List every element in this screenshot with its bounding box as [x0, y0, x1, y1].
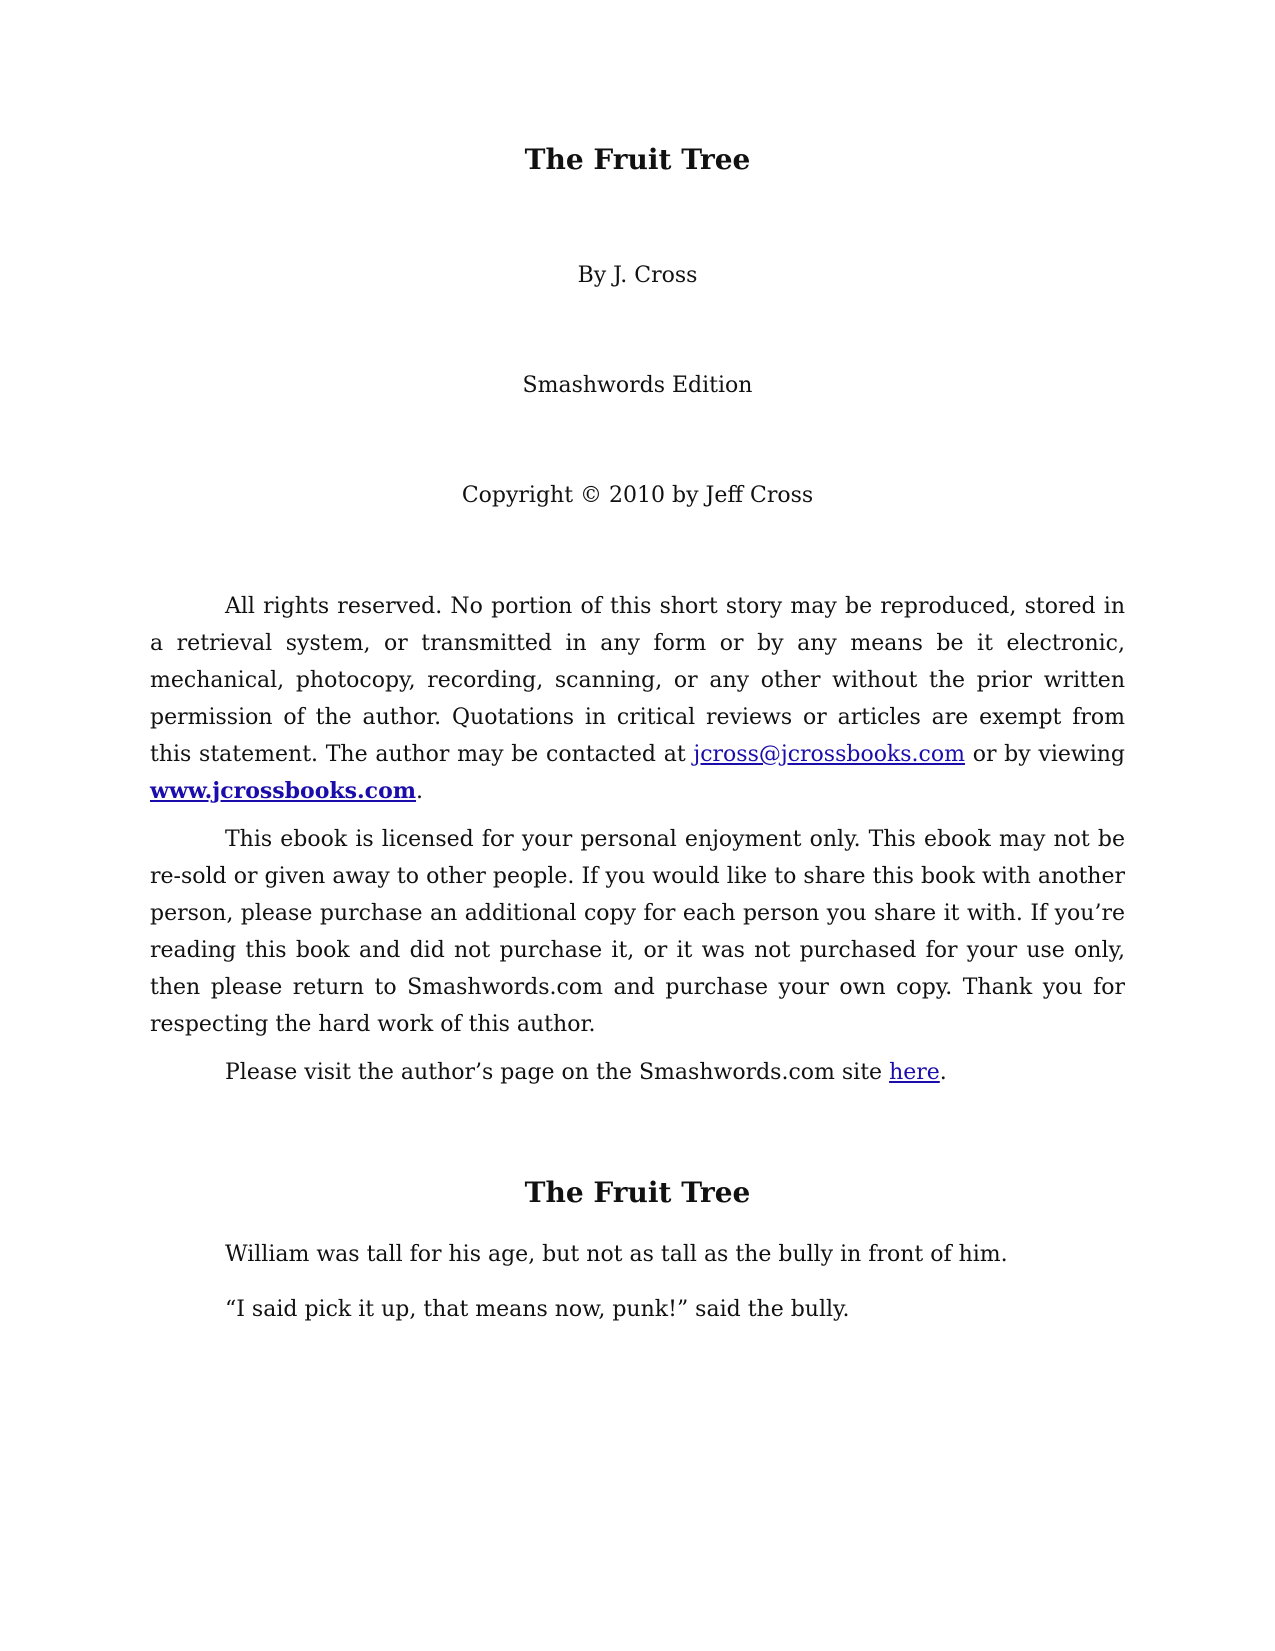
story-paragraph-1: William was tall for his age, but not as tall as the bully in front of him.	[225, 1242, 1008, 1267]
visit-text-2: .	[939, 1060, 947, 1085]
rights-paragraph	[150, 588, 1125, 810]
visit-paragraph	[150, 1054, 1125, 1091]
author-page-link[interactable]: here	[889, 1060, 940, 1085]
rights-text-3: .	[416, 779, 424, 804]
rights-block	[150, 588, 1125, 810]
email-link[interactable]: jcross@jcrossbooks.com	[693, 742, 965, 767]
edition-label: Smashwords Edition	[522, 373, 753, 398]
book-title: The Fruit Tree	[524, 143, 751, 176]
rights-text-1: All rights reserved. No portion of this short story may be reproduced, stored in a retrieval system, or transmitted in any form or by any means be it electronic, mechanical, photocopy, recording, scanning, or any other without the prior written permission of the author. Quotations in critical reviews or articles are exempt from this statement. The author may be contacted at	[150, 594, 1125, 767]
rights-text-2: or by viewing	[964, 742, 1126, 767]
license-block	[150, 821, 1125, 1043]
story-paragraph-2: “I said pick it up, that means now, punk!” said the bully.	[225, 1297, 850, 1322]
byline: By J. Cross	[577, 263, 698, 288]
story-block	[150, 1236, 1125, 1328]
story-title: The Fruit Tree	[524, 1176, 751, 1209]
copyright-notice: Copyright © 2010 by Jeff Cross	[461, 483, 814, 508]
license-paragraph: This ebook is licensed for your personal enjoyment only. This ebook may not be re-sold or given away to other people. If you would like to share this book with another person, please purchase an additional copy for each person you share it with. If you’re reading this book and did not purchase it, or it was not purchased for your use only, then please return to Smashwords.com and purchase your own copy. Thank you for respecting the hard work of this author.	[150, 827, 1125, 1037]
visit-text-1: Please visit the author’s page on the Smashwords.com site	[225, 1060, 890, 1085]
visit-block	[150, 1054, 1125, 1091]
website-link[interactable]: www.jcrossbooks.com	[150, 778, 417, 804]
